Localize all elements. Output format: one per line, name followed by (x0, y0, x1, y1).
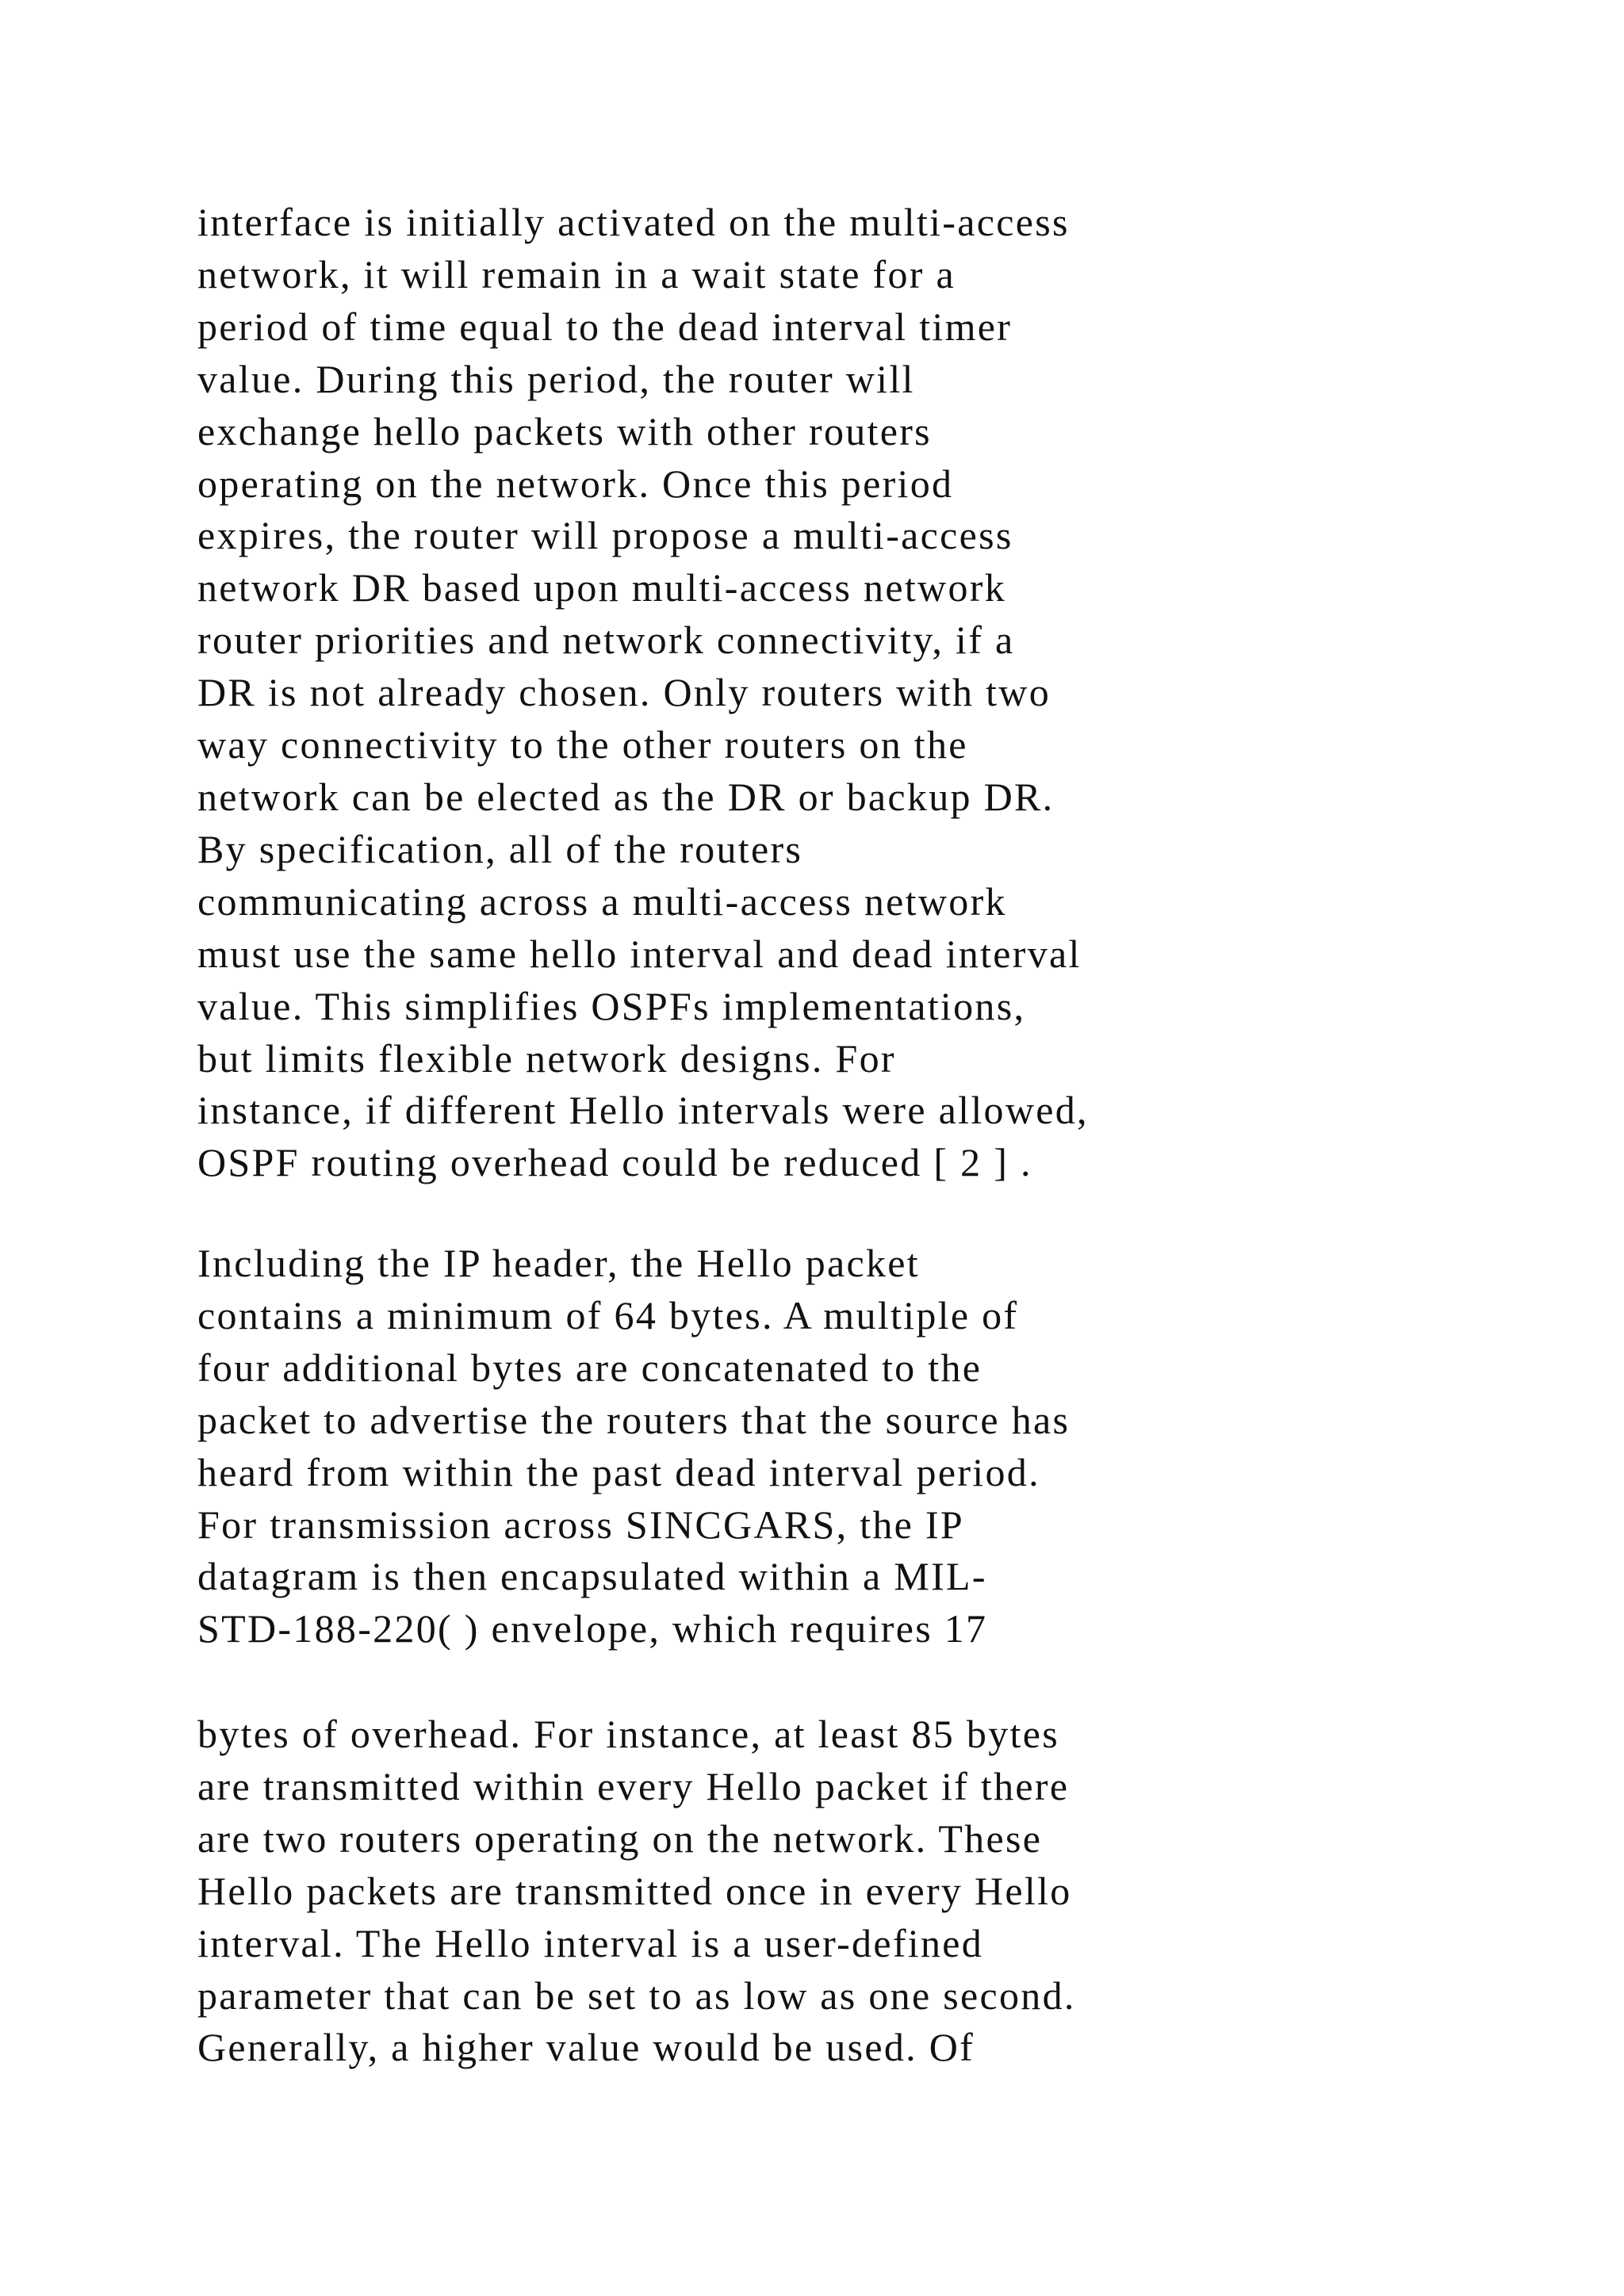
text-line: Hello packets are transmitted once in every Hello (197, 1868, 1072, 1913)
text-line: interface is initially activated on the multi-access (197, 200, 1070, 244)
text-line: STD-188-220( ) envelope, which requires 17 (197, 1606, 988, 1651)
text-line: bytes of overhead. For instance, at least 85 bytes (197, 1712, 1059, 1756)
text-line: Including the IP header, the Hello packet (197, 1241, 920, 1285)
text-line: Generally, a higher value would be used. Of (197, 2025, 975, 2070)
text-line: value. During this period, the router will (197, 356, 915, 401)
text-line: expires, the router will propose a multi-access (197, 513, 1013, 558)
text-line: parameter that can be set to as low as one second. (197, 1973, 1076, 2018)
text-line: DR is not already chosen. Only routers with two (197, 670, 1051, 715)
text-line: but limits flexible network designs. For (197, 1035, 896, 1081)
text-line: communicating across a multi-access network (197, 878, 1007, 924)
text-line: network, it will remain in a wait state for a (197, 251, 956, 297)
text-line: datagram is then encapsulated within a MIL- (197, 1554, 987, 1599)
text-line: packet to advertise the routers that the source has (197, 1397, 1071, 1442)
text-line: instance, if different Hello intervals were allowed, (197, 1088, 1089, 1133)
text-line: are two routers operating on the network. These (197, 1816, 1043, 1861)
text-line: exchange hello packets with other routers (197, 408, 932, 453)
text-line: period of time equal to the dead interval timer (197, 304, 1013, 349)
text-line: must use the same hello interval and dead interval (197, 931, 1082, 976)
paragraph-1 (197, 197, 1089, 1189)
text-line: contains a minimum of 64 bytes. A multiple of (197, 1292, 1019, 1337)
text-line: are transmitted within every Hello packet if there (197, 1763, 1070, 1808)
text-line: network DR based upon multi-access network (197, 565, 1006, 610)
paragraph-3 (197, 1709, 1076, 2074)
text-line: way connectivity to the other routers on the (197, 722, 968, 767)
text-line: operating on the network. Once this period (197, 461, 954, 506)
text-line: four additional bytes are concatenated to the (197, 1345, 982, 1390)
text-line: heard from within the past dead interval period. (197, 1449, 1040, 1494)
paragraph-2 (197, 1238, 1070, 1655)
text-line: For transmission across SINCGARS, the IP (197, 1502, 965, 1547)
text-line: OSPF routing overhead could be reduced [ 2 ] . (197, 1140, 1032, 1185)
text-line: router priorities and network connectivity, if a (197, 618, 1015, 663)
text-line: By specification, all of the routers (197, 826, 803, 871)
text-line: value. This simplifies OSPFs implementations, (197, 983, 1026, 1028)
text-line: network can be elected as the DR or backup DR. (197, 774, 1055, 819)
text-line: interval. The Hello interval is a user-defined (197, 1920, 984, 1965)
